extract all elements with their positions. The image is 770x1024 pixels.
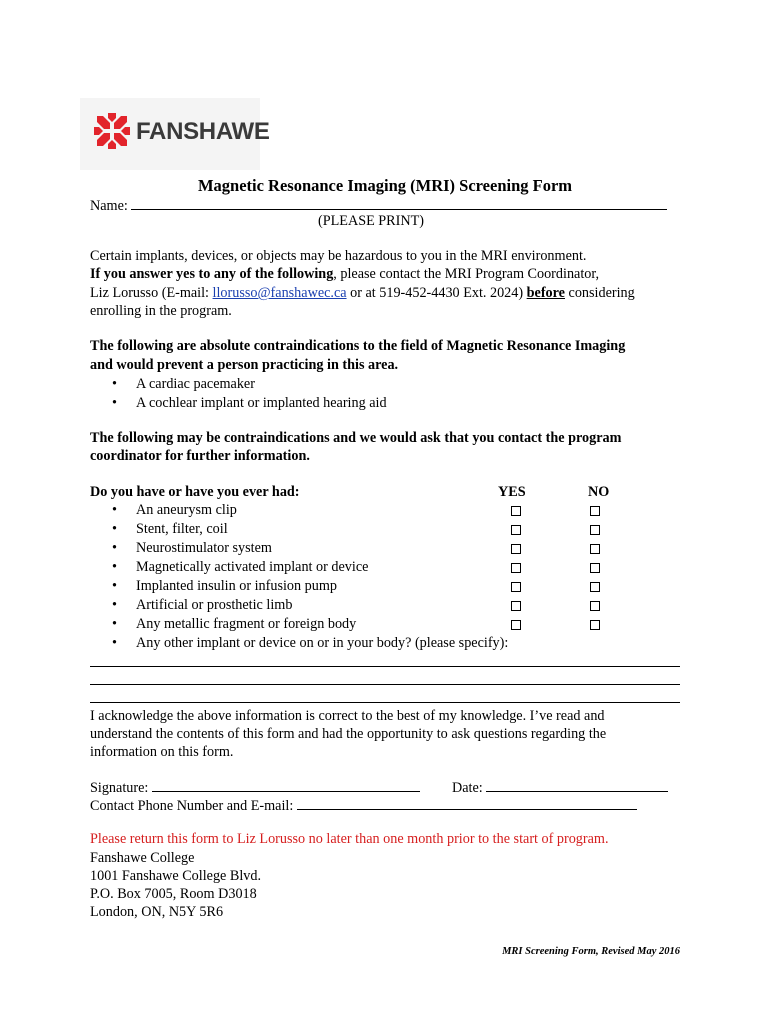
no-checkbox[interactable] xyxy=(590,506,600,516)
possible-heading-2: coordinator for further information. xyxy=(90,448,310,464)
yes-checkbox[interactable] xyxy=(511,506,521,516)
question-text: Neurostimulator system xyxy=(136,540,272,556)
possible-heading-1: The following may be contraindications and we would ask that you contact the program xyxy=(90,430,622,446)
yes-checkbox[interactable] xyxy=(511,620,521,630)
yes-checkbox[interactable] xyxy=(511,582,521,592)
questions-heading: Do you have or have you ever had: xyxy=(90,484,300,500)
yes-checkbox[interactable] xyxy=(511,544,521,554)
bullet-icon: • xyxy=(112,616,117,632)
specify-line-2[interactable] xyxy=(90,684,680,685)
signature-label: Signature: xyxy=(90,780,149,796)
footer-revision: MRI Screening Form, Revised May 2016 xyxy=(502,946,680,957)
address-line: London, ON, N5Y 5R6 xyxy=(90,904,224,920)
address-line: 1001 Fanshawe College Blvd. xyxy=(90,868,262,884)
signature-row xyxy=(90,778,420,797)
no-checkbox[interactable] xyxy=(590,620,600,630)
bullet-icon: • xyxy=(112,502,117,518)
yes-column-header: YES xyxy=(498,484,526,500)
no-checkbox[interactable] xyxy=(590,525,600,535)
bullet-icon: • xyxy=(112,597,117,613)
date-row xyxy=(452,778,668,797)
logo-text: FANSHAWE xyxy=(136,118,270,145)
absolute-heading-1: The following are absolute contraindications to the field of Magnetic Resonance Imaging xyxy=(90,338,626,354)
yes-checkbox[interactable] xyxy=(511,525,521,535)
specify-line-1[interactable] xyxy=(90,666,680,667)
contact-row xyxy=(90,796,637,815)
acknowledge-line-2: understand the contents of this form and had the opportunity to ask questions regarding the xyxy=(90,726,607,742)
form-title: Magnetic Resonance Imaging (MRI) Screening Form xyxy=(197,176,573,195)
intro-phone: or at 519-452-4430 Ext. 2024) xyxy=(346,285,527,301)
before-emphasis: before xyxy=(526,285,565,301)
bullet-icon: • xyxy=(112,540,117,556)
yes-checkbox[interactable] xyxy=(511,563,521,573)
bullet-icon: • xyxy=(112,395,117,411)
no-checkbox[interactable] xyxy=(590,582,600,592)
question-text: An aneurysm clip xyxy=(136,502,237,518)
bullet-icon: • xyxy=(112,559,117,575)
address-line: P.O. Box 7005, Room D3018 xyxy=(90,886,257,902)
contact-field[interactable] xyxy=(297,796,637,810)
contact-label: Contact Phone Number and E-mail: xyxy=(90,798,294,814)
no-column-header: NO xyxy=(588,484,610,500)
question-text: Artificial or prosthetic limb xyxy=(136,597,293,613)
intro-bold: If you answer yes to any of the following xyxy=(90,266,334,282)
fanshawe-logo-icon xyxy=(92,111,132,151)
specify-line-3[interactable] xyxy=(90,702,680,703)
absolute-heading-2: and would prevent a person practicing in this area. xyxy=(90,357,399,373)
intro-line-3 xyxy=(90,285,635,302)
bullet-icon: • xyxy=(112,521,117,537)
list-item-text: A cardiac pacemaker xyxy=(136,376,255,392)
intro-considering: considering xyxy=(564,285,635,301)
question-text: Any metallic fragment or foreign body xyxy=(136,616,357,632)
intro-contact-prefix: Liz Lorusso (E-mail: xyxy=(90,285,213,301)
name-label: Name: xyxy=(90,198,128,214)
no-checkbox[interactable] xyxy=(590,601,600,611)
intro-line-1: Certain implants, devices, or objects may be hazardous to you in the MRI environment. xyxy=(90,248,587,264)
date-label: Date: xyxy=(452,780,483,796)
return-notice: Please return this form to Liz Lorusso no later than one month prior to the start of program. xyxy=(90,831,609,847)
question-text: Stent, filter, coil xyxy=(136,521,228,537)
no-checkbox[interactable] xyxy=(590,544,600,554)
bullet-icon: • xyxy=(112,578,117,594)
address-line: Fanshawe College xyxy=(90,850,195,866)
intro-line-2-rest: , please contact the MRI Program Coordinator, xyxy=(333,266,600,282)
question-text: Implanted insulin or infusion pump xyxy=(136,578,337,594)
question-text: Magnetically activated implant or device xyxy=(136,559,369,575)
date-field[interactable] xyxy=(486,778,668,792)
email-link[interactable]: llorusso@fanshawec.ca xyxy=(212,285,347,301)
list-item-text: A cochlear implant or implanted hearing aid xyxy=(136,395,387,411)
bullet-icon: • xyxy=(112,376,117,392)
yes-checkbox[interactable] xyxy=(511,601,521,611)
logo xyxy=(80,98,270,170)
question-text: Any other implant or device on or in your body? (please specify): xyxy=(136,635,509,651)
intro-line-4: enrolling in the program. xyxy=(90,303,232,319)
no-checkbox[interactable] xyxy=(590,563,600,573)
please-print-note: (PLEASE PRINT) xyxy=(318,213,425,229)
intro-line-2 xyxy=(90,266,599,283)
name-input-line[interactable] xyxy=(131,196,667,210)
acknowledge-line-3: information on this form. xyxy=(90,744,234,760)
bullet-icon: • xyxy=(112,635,117,651)
acknowledge-line-1: I acknowledge the above information is correct to the best of my knowledge. I’ve read and xyxy=(90,708,605,724)
signature-field[interactable] xyxy=(152,778,420,792)
